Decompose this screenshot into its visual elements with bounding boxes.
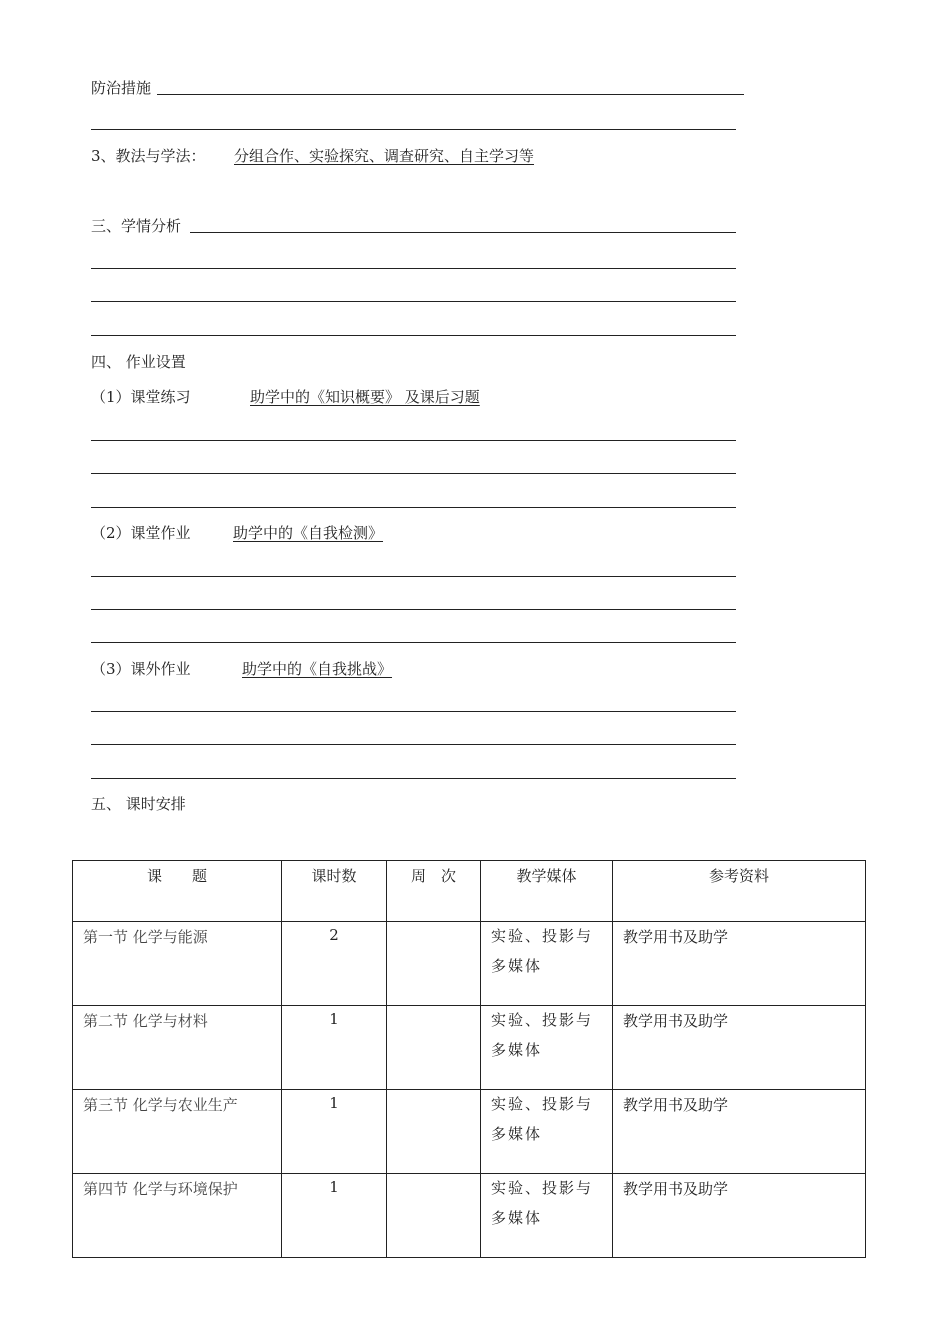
fill-line — [91, 440, 736, 441]
cell-reference: 教学用书及助学 — [613, 1090, 866, 1174]
cell-reference: 教学用书及助学 — [613, 1174, 866, 1258]
homework-2-label: （2）课堂作业 — [91, 524, 191, 542]
homework-1-label: （1）课堂练习 — [91, 388, 191, 406]
homework-3-label: （3）课外作业 — [91, 660, 191, 678]
section-title-learning-analysis: 三、学情分析 — [91, 217, 182, 235]
cell-topic: 第四节 化学与环境保护 — [73, 1174, 282, 1258]
table-header-row — [73, 861, 866, 922]
media-line-1: 实验、投影与 — [491, 927, 594, 945]
header-reference: 参考资料 — [613, 861, 866, 922]
cell-media — [481, 922, 613, 1006]
cell-hours: 1 — [282, 1174, 387, 1258]
header-hours: 课时数 — [282, 861, 387, 922]
cell-media — [481, 1090, 613, 1174]
cell-topic: 第一节 化学与能源 — [73, 922, 282, 1006]
fill-line — [190, 232, 736, 233]
section-title-schedule: 五、 课时安排 — [91, 795, 186, 813]
fill-line — [91, 778, 736, 779]
table-row — [73, 922, 866, 1006]
media-line-2: 多媒体 — [491, 957, 543, 975]
prevention-label: 防治措施 — [91, 79, 152, 97]
header-media: 教学媒体 — [481, 861, 613, 922]
cell-hours: 1 — [282, 1006, 387, 1090]
homework-2-value: 助学中的《自我检测》 — [233, 524, 384, 542]
fill-line — [91, 609, 736, 610]
table-row — [73, 1090, 866, 1174]
fill-line — [91, 711, 736, 712]
fill-line — [91, 744, 736, 745]
cell-week — [387, 1090, 481, 1174]
media-line-1: 实验、投影与 — [491, 1011, 594, 1029]
media-line-1: 实验、投影与 — [491, 1095, 594, 1113]
cell-hours: 2 — [282, 922, 387, 1006]
header-week: 周 次 — [387, 861, 481, 922]
homework-3-value: 助学中的《自我挑战》 — [242, 660, 393, 678]
fill-line — [91, 129, 736, 130]
media-line-2: 多媒体 — [491, 1041, 543, 1059]
header-topic: 课 题 — [73, 861, 282, 922]
cell-hours: 1 — [282, 1090, 387, 1174]
fill-line — [91, 642, 736, 643]
methods-value: 分组合作、实验探究、调查研究、自主学习等 — [234, 147, 535, 165]
section-title-homework: 四、 作业设置 — [91, 353, 186, 371]
cell-topic: 第三节 化学与农业生产 — [73, 1090, 282, 1174]
methods-label: 3、教法与学法： — [91, 147, 206, 165]
fill-line — [91, 301, 736, 302]
cell-reference: 教学用书及助学 — [613, 1006, 866, 1090]
media-line-1: 实验、投影与 — [491, 1179, 594, 1197]
table-row — [73, 1006, 866, 1090]
cell-media — [481, 1174, 613, 1258]
schedule-table — [72, 860, 866, 1258]
cell-reference: 教学用书及助学 — [613, 922, 866, 1006]
cell-week — [387, 1174, 481, 1258]
cell-topic: 第二节 化学与材料 — [73, 1006, 282, 1090]
fill-line — [91, 507, 736, 508]
cell-week — [387, 922, 481, 1006]
fill-line — [91, 268, 736, 269]
media-line-2: 多媒体 — [491, 1209, 543, 1227]
homework-1-value: 助学中的《知识概要》 及课后习题 — [250, 388, 480, 406]
fill-line — [91, 335, 736, 336]
fill-line — [91, 473, 736, 474]
fill-line — [157, 94, 744, 95]
cell-week — [387, 1006, 481, 1090]
cell-media — [481, 1006, 613, 1090]
fill-line — [91, 576, 736, 577]
table-row — [73, 1174, 866, 1258]
media-line-2: 多媒体 — [491, 1125, 543, 1143]
